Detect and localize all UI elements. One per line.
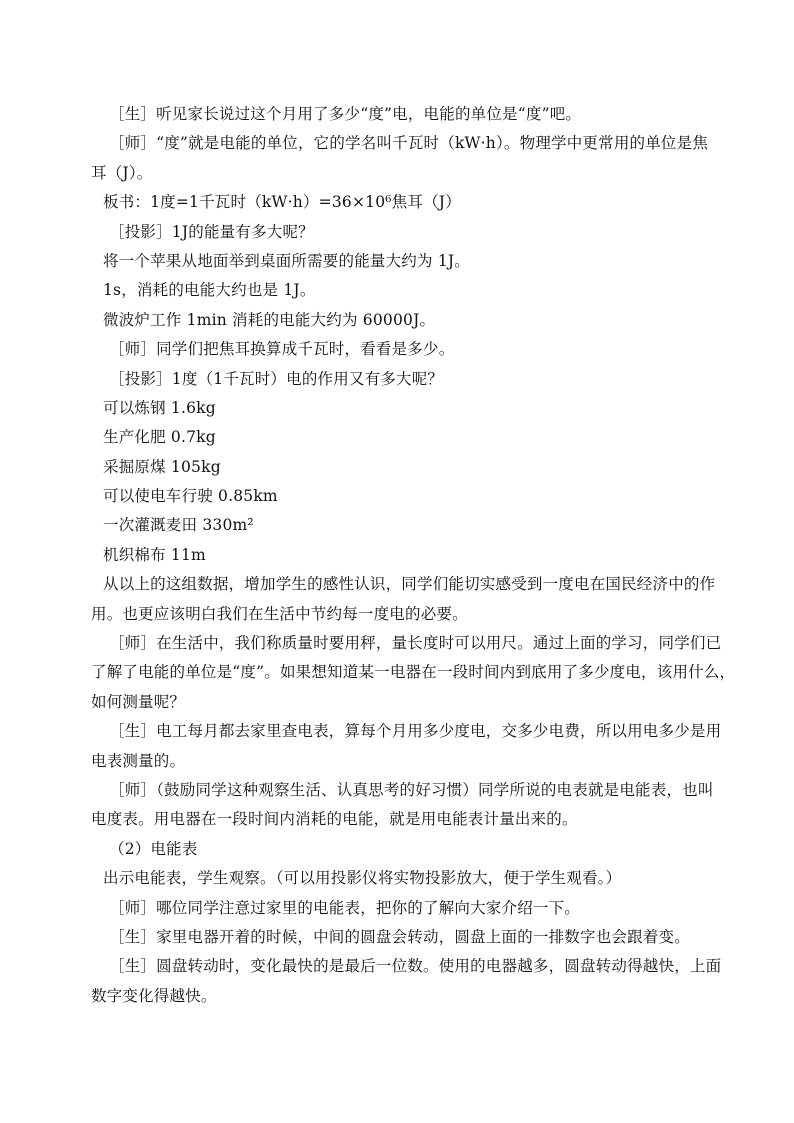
text-line: 机织棉布 11m: [103, 545, 206, 564]
text-line: 如何测量呢？: [91, 692, 186, 711]
text-line: ［师］“度”就是电能的单位，它的学名叫千瓦时（kW·h）。物理学中更常用的单位是焦: [109, 134, 709, 153]
document-body: [91, 100, 736, 1011]
text-line: 板书：1度=1千瓦时（kW·h）=36×10⁶焦耳（J）: [103, 193, 461, 212]
text-line: 耳（J）。: [91, 163, 153, 182]
text-line: ［投影］1度（1千瓦时）电的作用又有多大呢？: [109, 369, 444, 388]
text-line: 从以上的这组数据，增加学生的感性认识，同学们能切实感受到一度电在国民经济中的作: [103, 575, 716, 594]
text-line: 可以使电车行驶 0.85km: [103, 487, 278, 506]
text-line: ［投影］1J的能量有多大呢？: [109, 222, 314, 241]
text-line: 数字变化得越快。: [91, 986, 217, 1005]
text-line: ［师］哪位同学注意过家里的电能表，把你的了解向大家介绍一下。: [109, 898, 581, 917]
text-line: 采掘原煤 105kg: [103, 457, 221, 476]
text-line: 生产化肥 0.7kg: [103, 428, 216, 447]
text-line: （2）电能表: [109, 839, 198, 858]
text-line: 电表测量的。: [91, 751, 186, 770]
text-line: 用。也更应该明白我们在生活中节约每一度电的必要。: [91, 604, 468, 623]
text-line: ［师］在生活中，我们称质量时要用秤，量长度时可以用尺。通过上面的学习，同学们已: [109, 634, 722, 653]
text-line: 微波炉工作 1min 消耗的电能大约为 60000J。: [103, 310, 436, 329]
text-line: ［生］圆盘转动时，变化最快的是最后一位数。使用的电器越多，圆盘转动得越快，上面: [109, 957, 722, 976]
text-line: 可以炼钢 1.6kg: [103, 398, 216, 417]
text-line: 了解了电能的单位是“度”。如果想知道某一电器在一段时间内到底用了多少度电，该用什么，: [91, 663, 736, 682]
text-line: ［师］（鼓励同学这种观察生活、认真思考的好习惯）同学所说的电表就是电能表，也叫: [109, 780, 714, 799]
text-line: 出示电能表，学生观察。（可以用投影仪将实物投影放大，便于学生观看。）: [103, 869, 622, 888]
text-line: ［生］电工每月都去家里查电表，算每个月用多少度电，交多少电费，所以用电多少是用: [109, 722, 722, 741]
text-line: ［师］同学们把焦耳换算成千瓦时，看看是多少。: [109, 340, 455, 359]
text-line: 一次灌溉麦田 330m²: [103, 516, 254, 535]
text-line: ［生］家里电器开着的时候，中间的圆盘会转动，圆盘上面的一排数字也会跟着变。: [109, 927, 690, 946]
text-line: ［生］听见家长说过这个月用了多少“度”电，电能的单位是“度”吧。: [109, 105, 582, 123]
text-line: 将一个苹果从地面举到桌面所需要的能量大约为 1J。: [103, 251, 471, 270]
text-line: 电度表。用电器在一段时间内消耗的电能，就是用电能表计量出来的。: [91, 810, 578, 829]
text-line: 1s，消耗的电能大约也是 1J。: [103, 281, 316, 300]
